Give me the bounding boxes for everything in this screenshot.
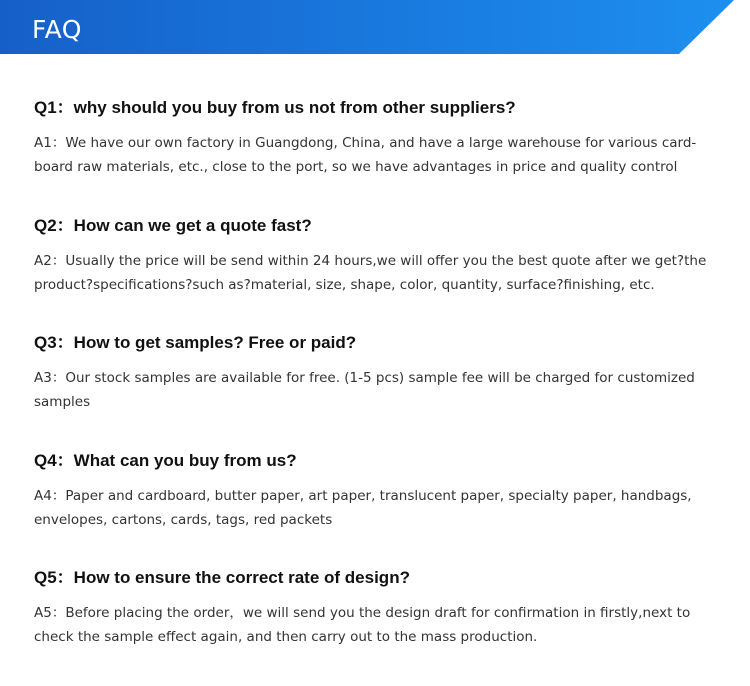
faq-answer-1: A1：We have our own factory in Guangdong, China, and have a large warehouse for various card-board raw materials, etc., close to the port, so we have advantages in price and quality control [34,135,697,175]
faq-question-2: Q2：How can we get a quote fast? [34,215,312,235]
faq-question-5: Q5：How to ensure the correct rate of design? [34,568,410,587]
faq-list [34,98,724,686]
faq-item-4 [34,451,724,569]
faq-question-3: Q3：How to get samples? Free or paid? [34,333,357,352]
faq-question-1: Q1：why should you buy from us not from other suppliers? [34,98,516,117]
faq-question-4: Q4：What can you buy from us? [34,450,297,470]
banner-background [0,0,750,56]
faq-item-5 [34,568,724,686]
faq-answer-5: A5：Before placing the order，we will send you the design draft for confirmation in firstly,next to check the sample effect again, and then carry out to the mass production. [34,605,691,645]
faq-item-2 [34,216,724,334]
page-title: FAQ [32,15,82,44]
faq-item-1 [34,98,724,216]
faq-header-banner [0,0,750,56]
faq-answer-4: A4：Paper and cardboard, butter paper, art paper, translucent paper, specialty paper, handbags, envelopes, cartons, cards, tags, red packets [34,487,692,528]
faq-answer-3: A3：Our stock samples are available for free. (1-5 pcs) sample fee will be charged for customized samples [34,370,695,410]
faq-item-3 [34,333,724,451]
faq-answer-2: A2：Usually the price will be send within 24 hours,we will offer you the best quote after we get?the product?specifications?such as?material, size, shape, color, quantity, surface?finishing, etc. [34,252,707,293]
banner-shape [0,0,734,54]
